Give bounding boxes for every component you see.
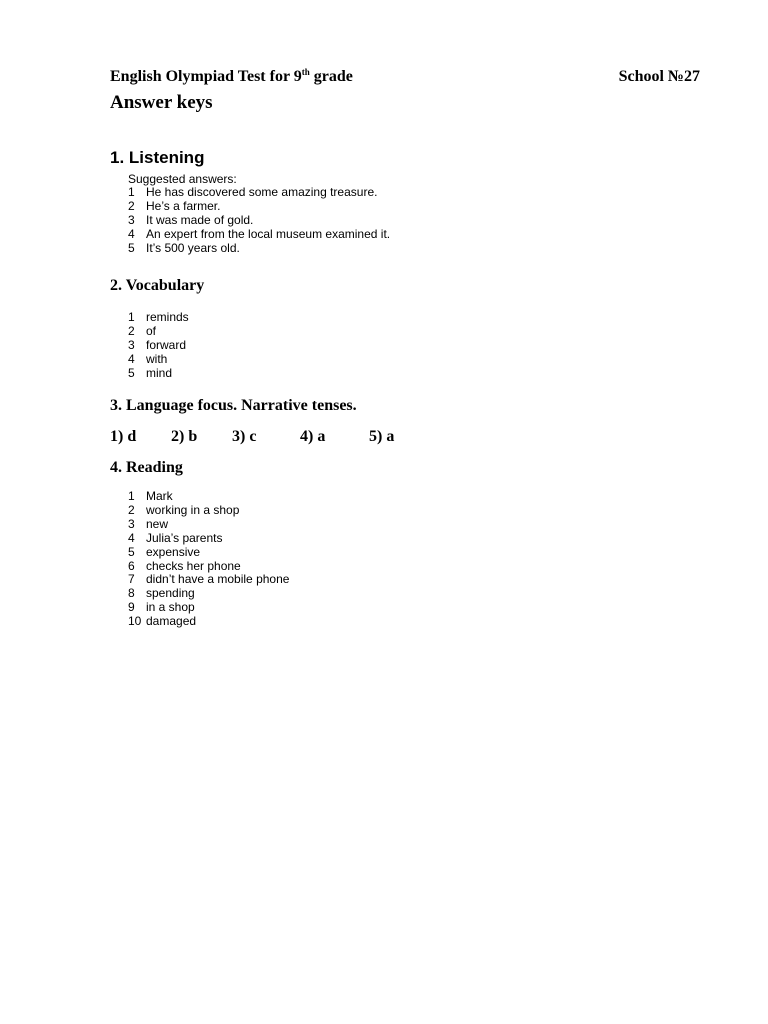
- answer-item: 5) a: [369, 428, 395, 445]
- list-item: 1 reminds: [128, 310, 189, 324]
- answer-item: 1) d: [110, 428, 137, 445]
- school-label: School №27: [618, 68, 700, 85]
- answer-item: 2) b: [171, 428, 198, 445]
- list-item: 9 in a shop: [128, 600, 195, 615]
- list-item: 5 expensive: [128, 544, 201, 559]
- list-item: 7 didn’t have a mobile phone: [128, 572, 290, 587]
- section-heading-reading: 4. Reading: [110, 459, 183, 476]
- answer-item: 3) c: [232, 428, 257, 445]
- answer-item: 4) a: [300, 428, 326, 445]
- list-item: 3 It was made of gold.: [128, 212, 254, 227]
- list-item: 2 working in a shop: [128, 502, 240, 517]
- list-item: 3 new: [128, 516, 169, 531]
- list-item: 5 mind: [128, 365, 173, 380]
- reading-list: [128, 490, 289, 629]
- list-item: 1 Mark: [128, 489, 173, 503]
- list-item: 4 with: [128, 351, 168, 366]
- section-heading-vocabulary: 2. Vocabulary: [110, 277, 205, 294]
- list-item: 4 Julia’s parents: [128, 530, 223, 545]
- list-item: 8 spending: [128, 586, 195, 601]
- list-item: 6 checks her phone: [128, 558, 241, 573]
- list-item: 4 An expert from the local museum examined it.: [128, 226, 391, 241]
- header: [110, 68, 700, 86]
- section-heading-language-focus: 3. Language focus. Narrative tenses.: [110, 397, 357, 414]
- test-title: English Olympiad Test for 9th grade: [110, 67, 353, 85]
- list-item: 2 of: [128, 323, 157, 338]
- section-heading-listening: 1. Listening: [110, 148, 205, 167]
- list-item: 10 damaged: [128, 614, 197, 629]
- listening-list: [128, 186, 390, 256]
- listening-intro: Suggested answers:: [128, 172, 237, 186]
- grade-superscript: th: [301, 67, 310, 77]
- list-item: 2 He’s a farmer.: [128, 198, 221, 213]
- list-item: 5 It’s 500 years old.: [128, 240, 240, 255]
- page-title: Answer keys: [110, 92, 213, 113]
- vocabulary-list: [128, 311, 189, 381]
- list-item: 1 He has discovered some amazing treasure.: [128, 185, 378, 199]
- list-item: 3 forward: [128, 337, 187, 352]
